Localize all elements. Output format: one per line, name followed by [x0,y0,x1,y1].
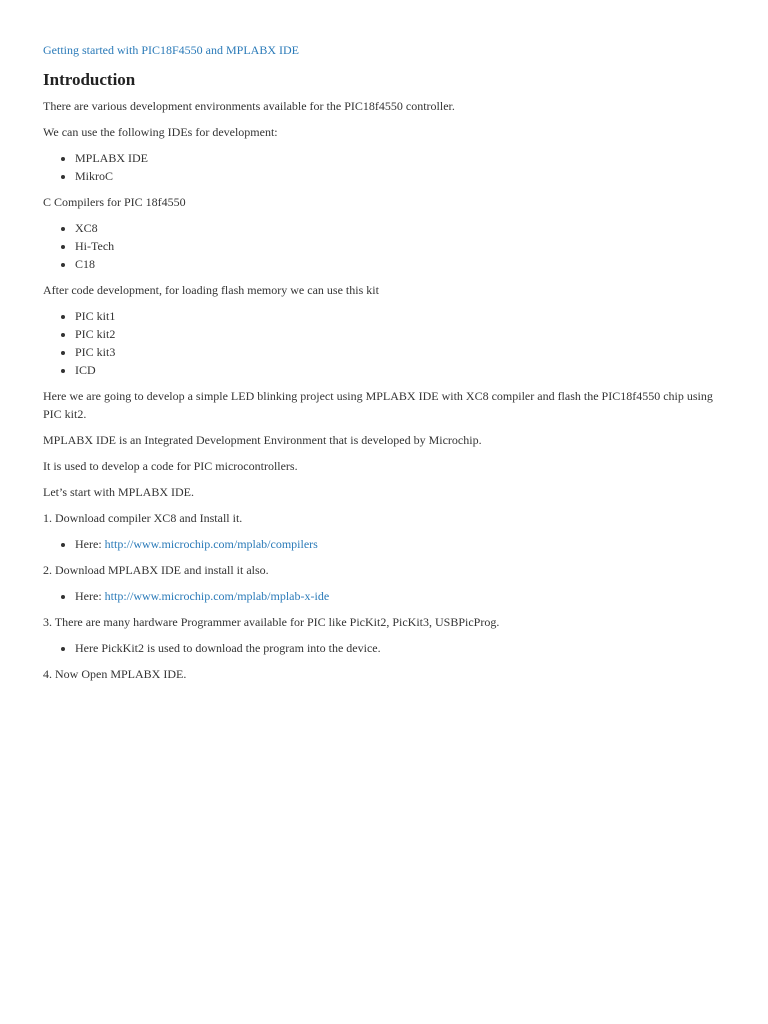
compiler-list [43,219,723,273]
mplabx-paragraph: MPLABX IDE is an Integrated Development Environment that is developed by Microchip. [43,433,482,447]
here-label: Here: [75,589,105,603]
step-2-list [43,587,723,605]
step-2: 2. Download MPLABX IDE and install it also. [43,563,269,577]
kit-list [43,307,723,379]
ide-list [43,149,723,185]
list-item: • C18 [75,255,723,273]
list-item: • MikroC [75,167,723,185]
compilers-link[interactable]: http://www.microchip.com/mplab/compilers [104,537,318,551]
kit-intro-paragraph: After code development, for loading flash memory we can use this kit [43,283,379,297]
start-paragraph: Let’s start with MPLABX IDE. [43,485,194,499]
step-1-list [43,535,723,553]
list-item: • ICD [75,361,723,379]
list-item: • PIC kit2 [75,325,723,343]
list-item [75,587,723,605]
document-page [43,41,723,691]
list-item: • PIC kit1 [75,307,723,325]
list-item: • Hi-Tech [75,237,723,255]
project-paragraph: Here we are going to develop a simple LED blinking project using MPLABX IDE with XC8 compiler and flash the PIC18f4550 chip using PIC kit2. [43,389,713,421]
usage-paragraph: It is used to develop a code for PIC microcontrollers. [43,459,298,473]
step-1: 1. Download compiler XC8 and Install it. [43,511,243,525]
step-4: 4. Now Open MPLABX IDE. [43,667,187,681]
intro-paragraph: There are various development environments available for the PIC18f4550 controller. [43,99,455,113]
section-heading: Introduction [43,70,136,89]
compilers-intro-paragraph: C Compilers for PIC 18f4550 [43,195,186,209]
step-3: 3. There are many hardware Programmer available for PIC like PicKit2, PicKit3, USBPicProg. [43,615,500,629]
here-label: Here: [75,537,105,551]
list-item [75,535,723,553]
list-item: • MPLABX IDE [75,149,723,167]
mplab-x-ide-link[interactable]: http://www.microchip.com/mplab/mplab-x-ide [104,589,330,603]
step-3-list [43,639,723,657]
list-item: • Here PickKit2 is used to download the program into the device. [75,639,723,657]
ide-intro-paragraph: We can use the following IDEs for development: [43,125,278,139]
list-item: • PIC kit3 [75,343,723,361]
list-item: • XC8 [75,219,723,237]
article-title-link[interactable]: Getting started with PIC18F4550 and MPLABX IDE [43,43,299,57]
